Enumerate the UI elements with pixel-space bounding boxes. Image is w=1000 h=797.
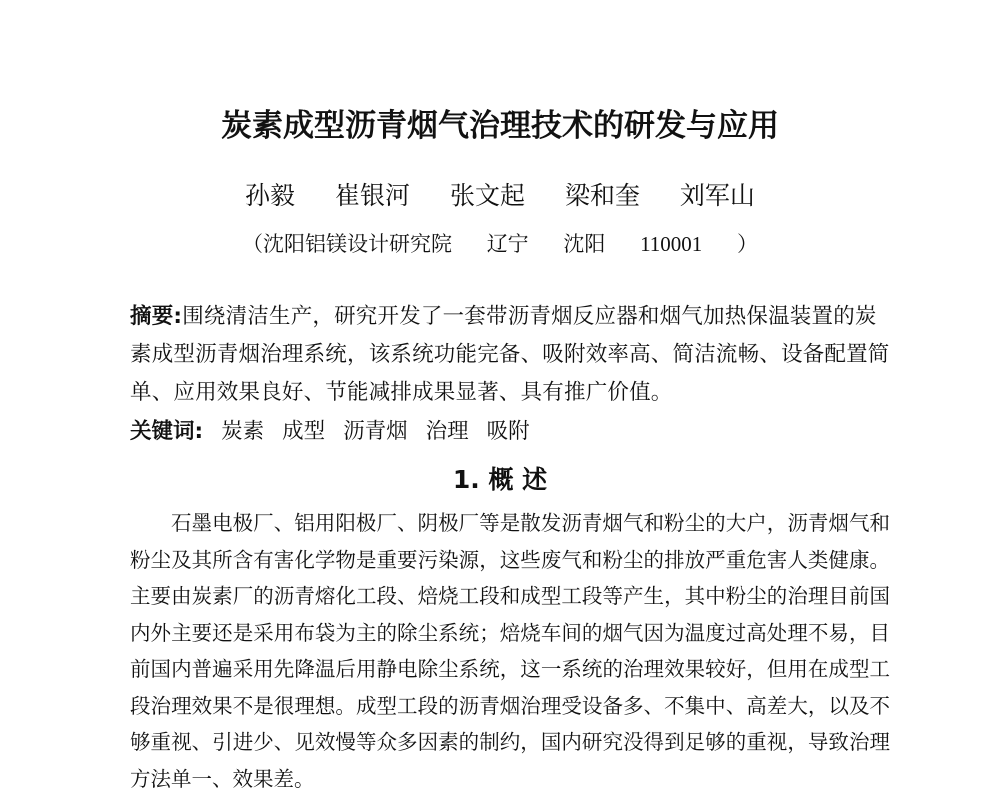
abstract-text: 围绕清洁生产，研究开发了一套带沥青烟反应器和烟气加热保温装置的炭素成型沥青烟治理系统，该系统功能完备、吸附效率高、简洁流畅、设备配置简单、应用效果良好、节能减排成果显著、具有推广价值。 <box>130 304 890 405</box>
affiliation-close: ） <box>736 232 758 256</box>
keyword: 吸附 <box>486 419 530 444</box>
affiliation-postcode: 110001 <box>640 232 703 256</box>
affiliation-institute: 沈阳铝镁设计研究院 <box>263 232 452 256</box>
keyword: 炭素 <box>221 419 265 444</box>
affiliation-province: 辽宁 <box>486 232 529 256</box>
keywords-label: 关键词: <box>130 419 204 444</box>
section-body: 石墨电极厂、铝用阳极厂、阴极厂等是散发沥青烟气和粉尘的大户，沥青烟气和粉尘及其所含有害化学物是重要污染源，这些废气和粉尘的排放严重危害人类健康。主要由炭素厂的沥青熔化工段、焙烧工段和成型工段等产生，其中粉尘的治理目前国内外主要还是采用布袋为主的除尘系统；焙烧车间的烟气因为温度过高处理不易，目前国内普遍采用先降温后用静电除尘系统，这一系统的治理效果较好，但用在成型工段治理效果不是很理想。成型工段的沥青烟治理受设备多、不集中、高差大，以及不够重视、引进少、见效慢等众多因素的制约，国内研究没得到足够的重视，导致治理方法单一、效果差。 <box>130 511 890 791</box>
keyword: 沥青烟 <box>343 419 408 444</box>
author-name: 张文起 <box>449 181 525 210</box>
author-name: 刘军山 <box>679 181 755 210</box>
keyword: 治理 <box>425 419 469 444</box>
keyword: 成型 <box>282 419 326 444</box>
author-list <box>0 176 1000 212</box>
abstract <box>130 298 890 412</box>
affiliation-city: 沈阳 <box>563 232 606 256</box>
paper-title: 炭素成型沥青烟气治理技术的研发与应用 <box>221 108 779 144</box>
keywords <box>130 413 890 451</box>
affiliation <box>0 228 1000 258</box>
author-name: 梁和奎 <box>564 181 640 210</box>
author-name: 孙毅 <box>245 181 296 210</box>
author-name: 崔银河 <box>335 181 411 210</box>
section-heading: 1. 概 述 <box>452 465 548 494</box>
affiliation-open: （ <box>242 232 263 256</box>
abstract-label: 摘要: <box>130 304 183 329</box>
